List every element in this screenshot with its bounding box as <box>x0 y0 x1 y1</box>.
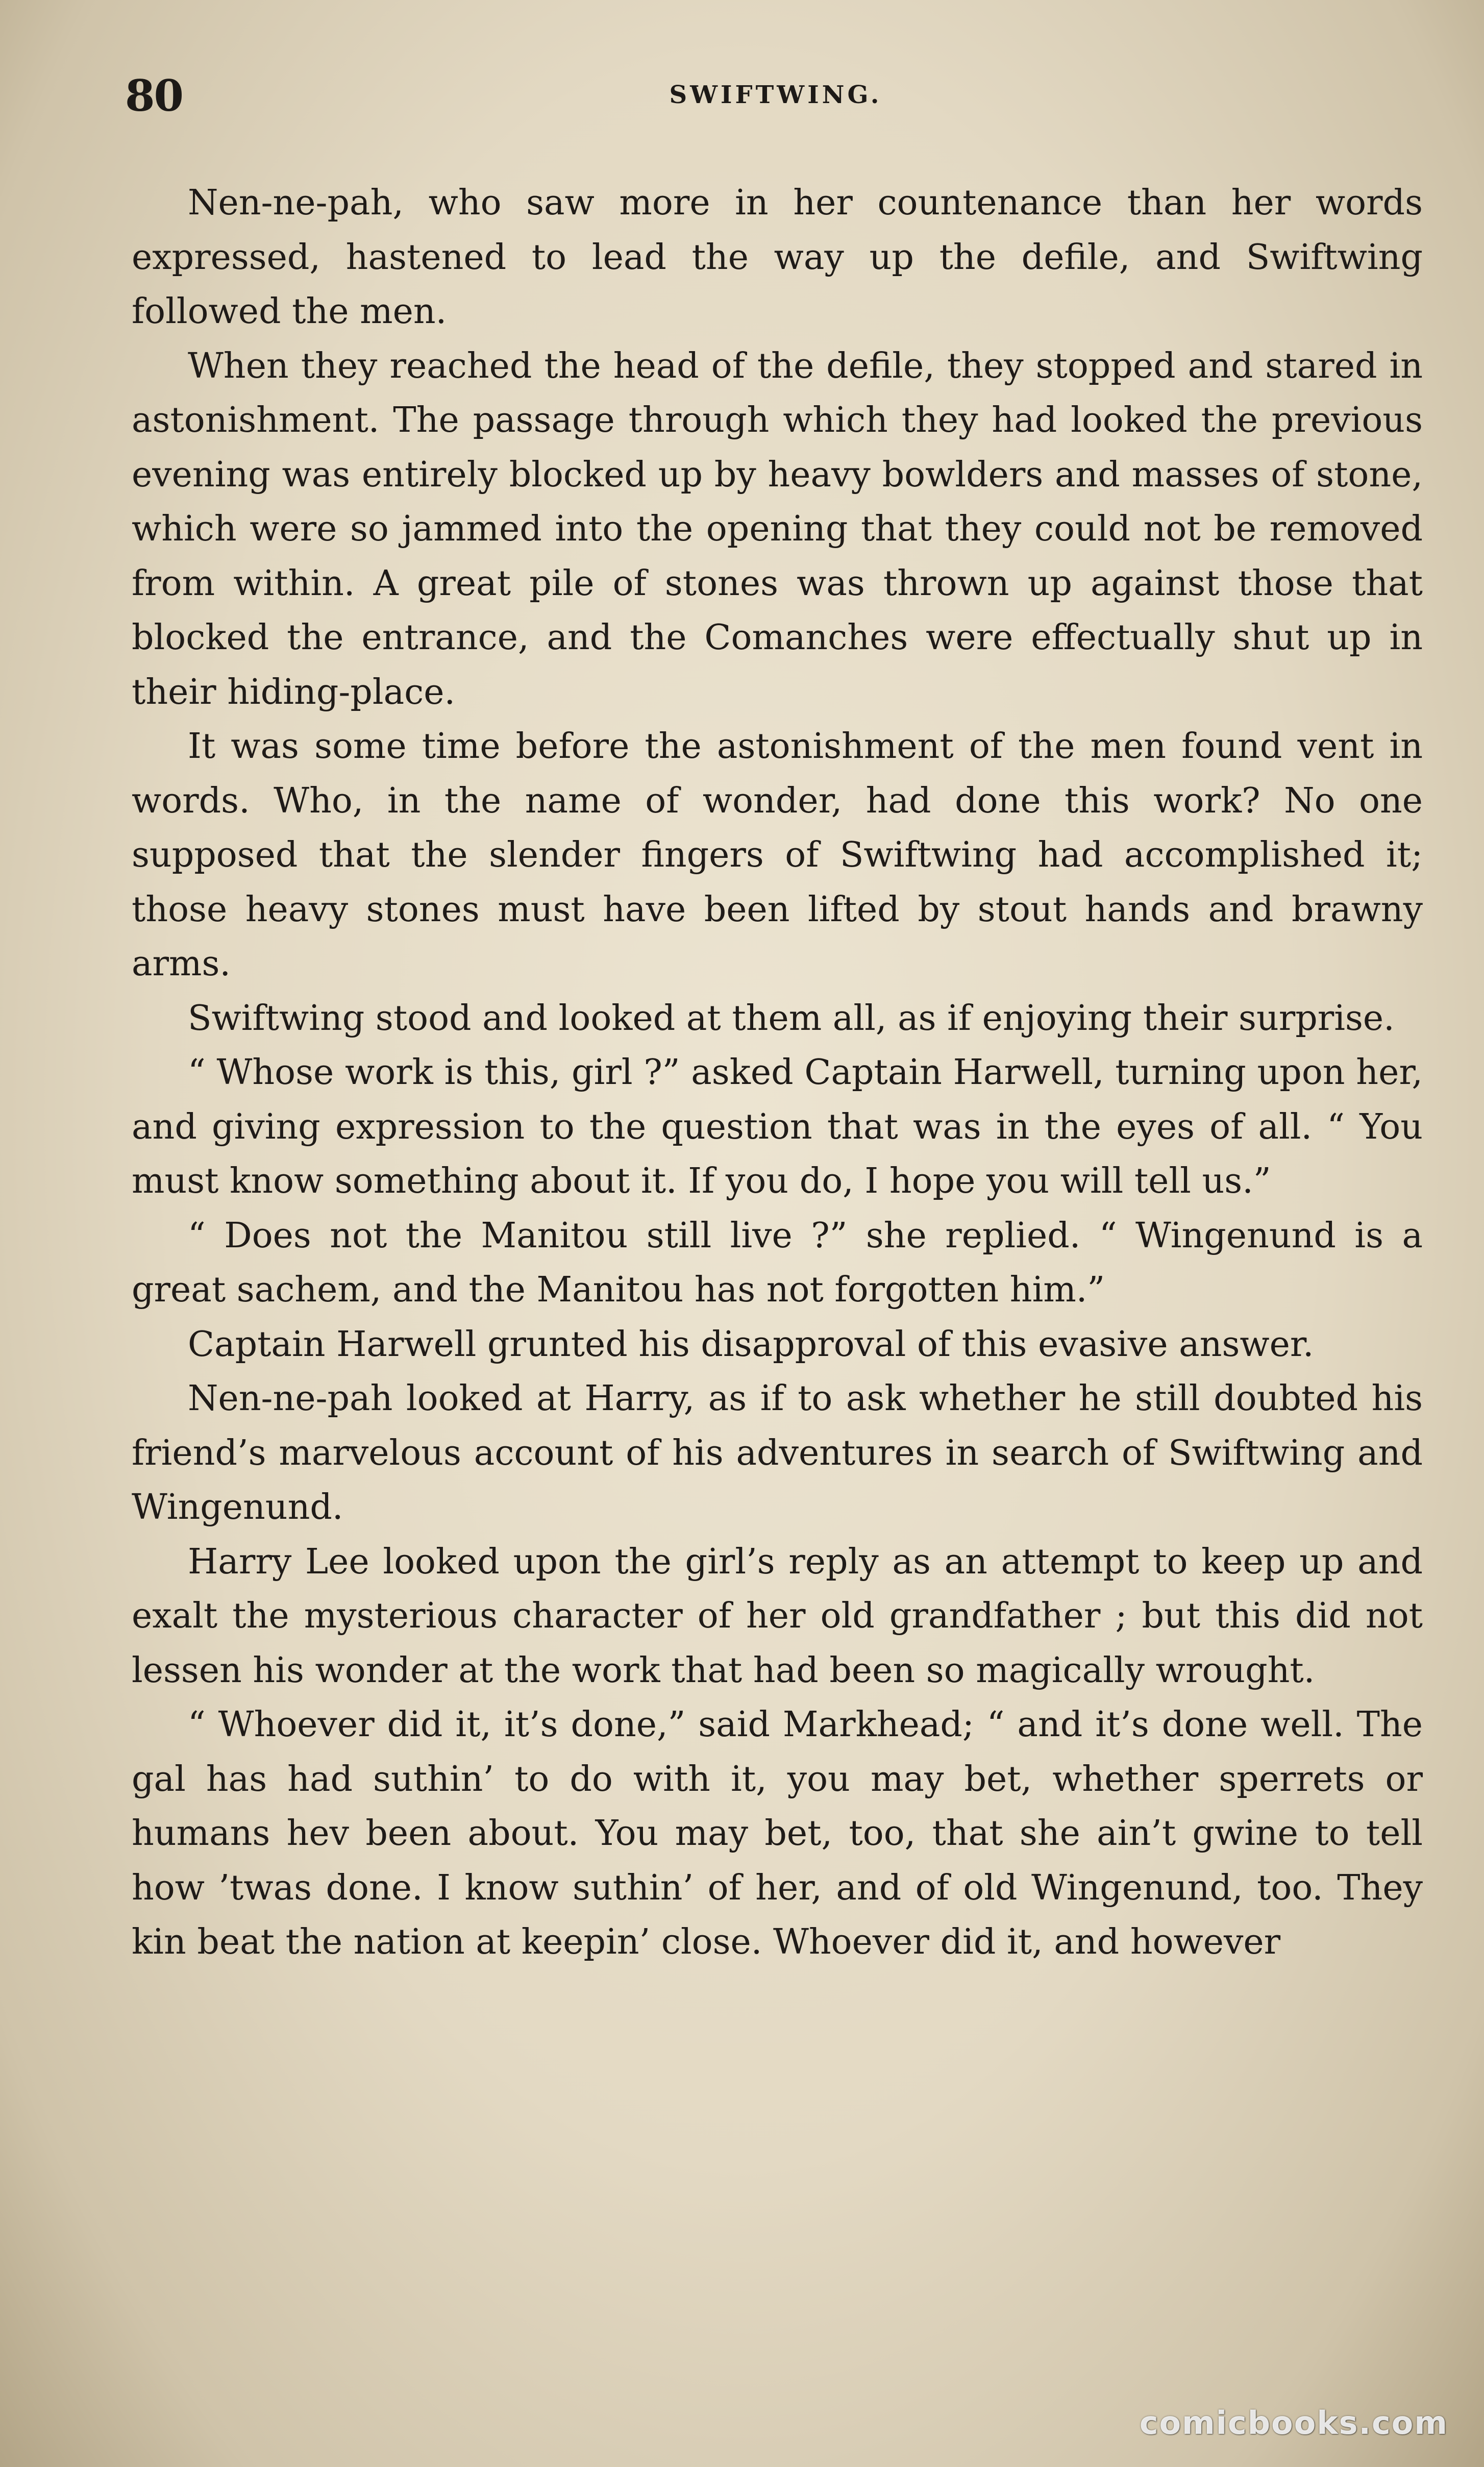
paragraph: Harry Lee looked upon the girl’s reply as an attempt to keep up and exalt the mysterious character of her old grandfather ; but this did not lessen his wonder at the work that had been so magically wrought. <box>132 1541 1423 1691</box>
paragraph: “ Whoever did it, it’s done,” said Markhead; “ and it’s done well. The gal has had suthin’ to do with it, you may bet, whether sperrets or humans hev been about. You may bet, too, that she ain’t gwine to tell how ’twas done. I know suthin’ of her, and of old Wingenund, too. They kin beat the nation at keepin’ close. Whoever did it, and however <box>132 1705 1423 1962</box>
paragraph: “ Whose work is this, girl ?” asked Captain Harwell, turning upon her, and giving expression to the question that was in the eyes of all. “ You must know something about it. If you do, I hope you will tell us.” <box>132 1052 1423 1201</box>
watermark: comicbooks.com <box>1139 2404 1448 2441</box>
paragraph: It was some time before the astonishment of the men found vent in words. Who, in the name of wonder, had done this work? No one supposed that the slender fingers of Swiftwing had accomplished it; those heavy stones must have been lifted by stout hands and brawny arms. <box>132 726 1423 984</box>
paragraph: When they reached the head of the defile, they stopped and stared in astonishment. The passage through which they had looked the previous evening was entirely blocked up by heavy bowlders and masses of stone, which were so jammed into the opening that they could not be removed from within. A great pile of stones was thrown up against those that blocked the entrance, and the Comanches were effectually shut up in their hiding-place. <box>132 346 1423 712</box>
paragraph: Captain Harwell grunted his disapproval of this evasive answer. <box>188 1324 1314 1365</box>
body-text <box>132 176 1423 1970</box>
page-header <box>125 70 1426 127</box>
paragraph: Nen-ne-pah, who saw more in her countenance than her words expressed, hastened to lead the way up the defile, and Swiftwing followed the men. <box>132 183 1423 332</box>
paragraph: Swiftwing stood and looked at them all, as if enjoying their surprise. <box>188 998 1395 1039</box>
running-title: SWIFTWING. <box>669 81 882 109</box>
page-number: 80 <box>125 70 183 121</box>
paragraph: Nen-ne-pah looked at Harry, as if to ask whether he still doubted his friend’s marvelous account of his adventures in search of Swiftwing and Wingenund. <box>132 1378 1423 1527</box>
paragraph: “ Does not the Manitou still live ?” she replied. “ Wingenund is a great sachem, and the Manitou has not forgotten him.” <box>132 1215 1423 1310</box>
